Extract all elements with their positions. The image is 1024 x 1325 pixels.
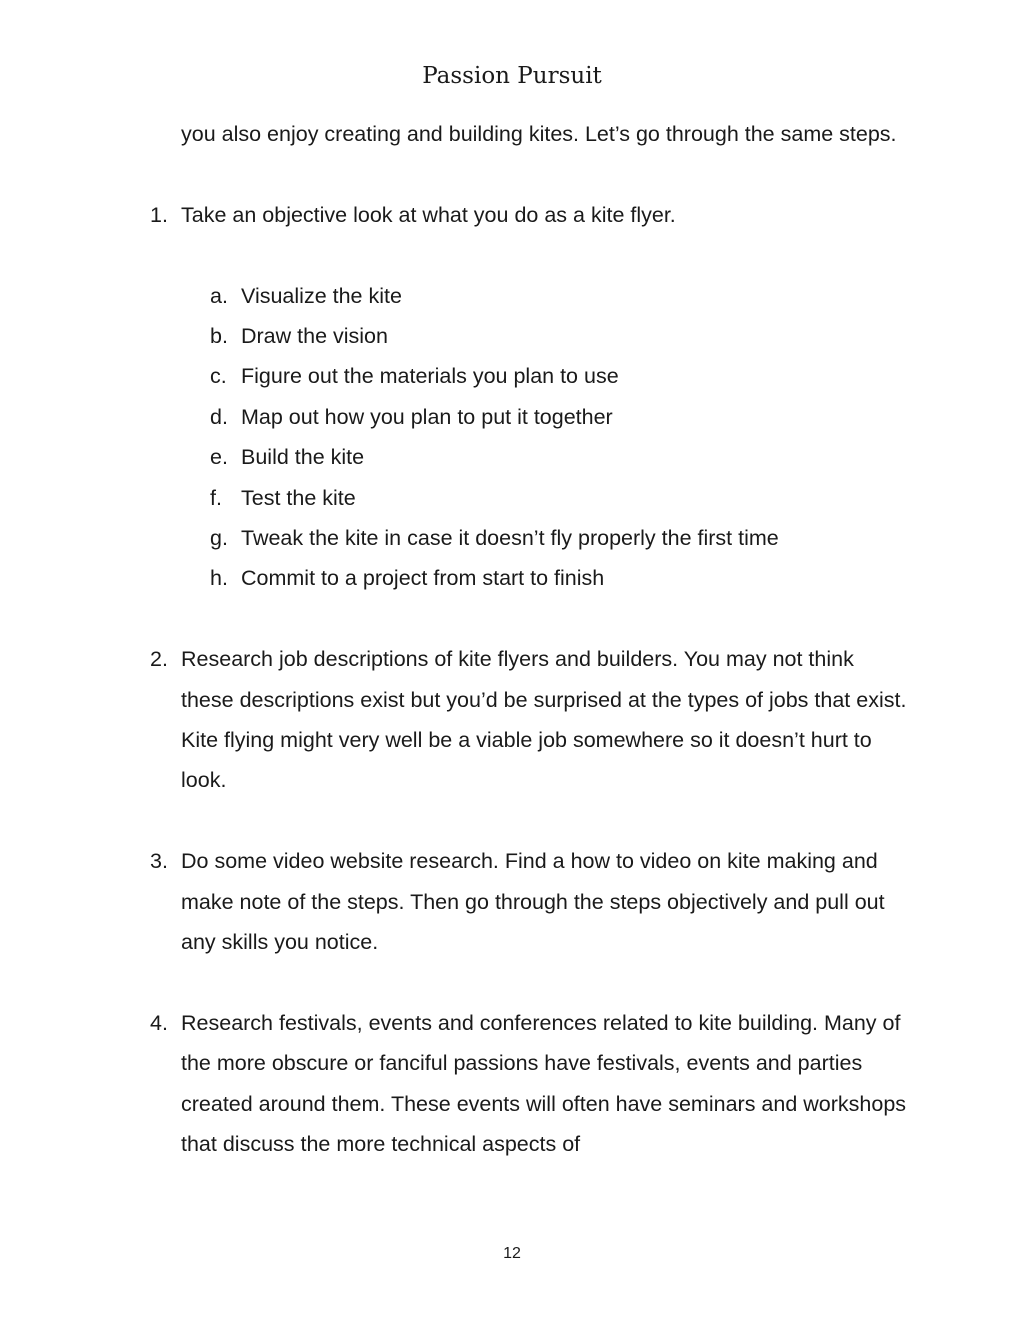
sub-list-item-g (210, 518, 911, 558)
sub-list-item-text: Tweak the kite in case it doesn’t fly properly the first time (241, 526, 779, 551)
sub-list-item-text: Figure out the materials you plan to use (241, 364, 619, 389)
spacer (181, 599, 911, 639)
sub-list-marker: g. (210, 526, 228, 551)
list-item-text: Take an objective look at what you do as a kite flyer. (181, 202, 676, 227)
sub-list-item-text: Map out how you plan to put it together (241, 404, 613, 429)
list-marker: 1. (150, 202, 168, 227)
sub-list-item-text: Build the kite (241, 445, 365, 470)
list-marker: 2. (150, 647, 168, 672)
sub-list-item-h (210, 558, 911, 598)
sub-list-item-a (210, 276, 911, 316)
sub-list-marker: e. (210, 445, 228, 470)
sub-list-item-d (210, 397, 911, 437)
list-item-4 (150, 1003, 911, 1165)
sub-list-item-text: Draw the vision (241, 324, 388, 348)
sub-list-item-text: Test the kite (241, 485, 356, 510)
sub-list (210, 276, 911, 599)
sub-list-marker: a. (210, 283, 228, 308)
list-item-1 (150, 195, 911, 235)
sub-list-marker: d. (210, 404, 228, 429)
sub-list-item-e (210, 437, 911, 477)
page-header: Passion Pursuit (422, 63, 602, 89)
spacer (181, 154, 911, 194)
sub-list-item-c (210, 356, 911, 396)
spacer (181, 235, 911, 275)
page-number: 12 (503, 1245, 521, 1262)
page-content (150, 114, 911, 1164)
list-marker: 3. (150, 849, 168, 874)
sub-list-marker: f. (210, 485, 222, 510)
sub-list-item-text: Visualize the kite (241, 283, 402, 308)
list-item-2 (150, 639, 911, 801)
sub-list-item-b (210, 316, 911, 356)
list-item-text: Do some video website research. Find a how to video on kite making and make note of the steps. Then go through the steps objectively and pull out any skills you notice. (181, 849, 885, 955)
sub-list-item-text: Commit to a project from start to finish (241, 566, 605, 591)
list-item-text: Research festivals, events and conferences related to kite building. Many of the more obscure or fanciful passions have festivals, events and parties created around them. These events will often have seminars and workshops that discuss the more technical aspects of (181, 1010, 907, 1157)
sub-list-marker: h. (210, 566, 228, 591)
spacer (181, 801, 911, 841)
intro-paragraph: you also enjoy creating and building kites. Let’s go through the same steps. (181, 122, 897, 146)
spacer (181, 962, 911, 1002)
sub-list-marker: c. (210, 364, 227, 389)
list-marker: 4. (150, 1010, 168, 1035)
sub-list-marker: b. (210, 324, 228, 348)
list-item-text: Research job descriptions of kite flyers and builders. You may not think these descriptions exist but you’d be surprised at the types of jobs that exist. Kite flying might very well be a viable job somewhere so it doesn’t hurt to look. (181, 647, 907, 793)
list-item-3 (150, 841, 911, 962)
sub-list-item-f (210, 478, 911, 518)
